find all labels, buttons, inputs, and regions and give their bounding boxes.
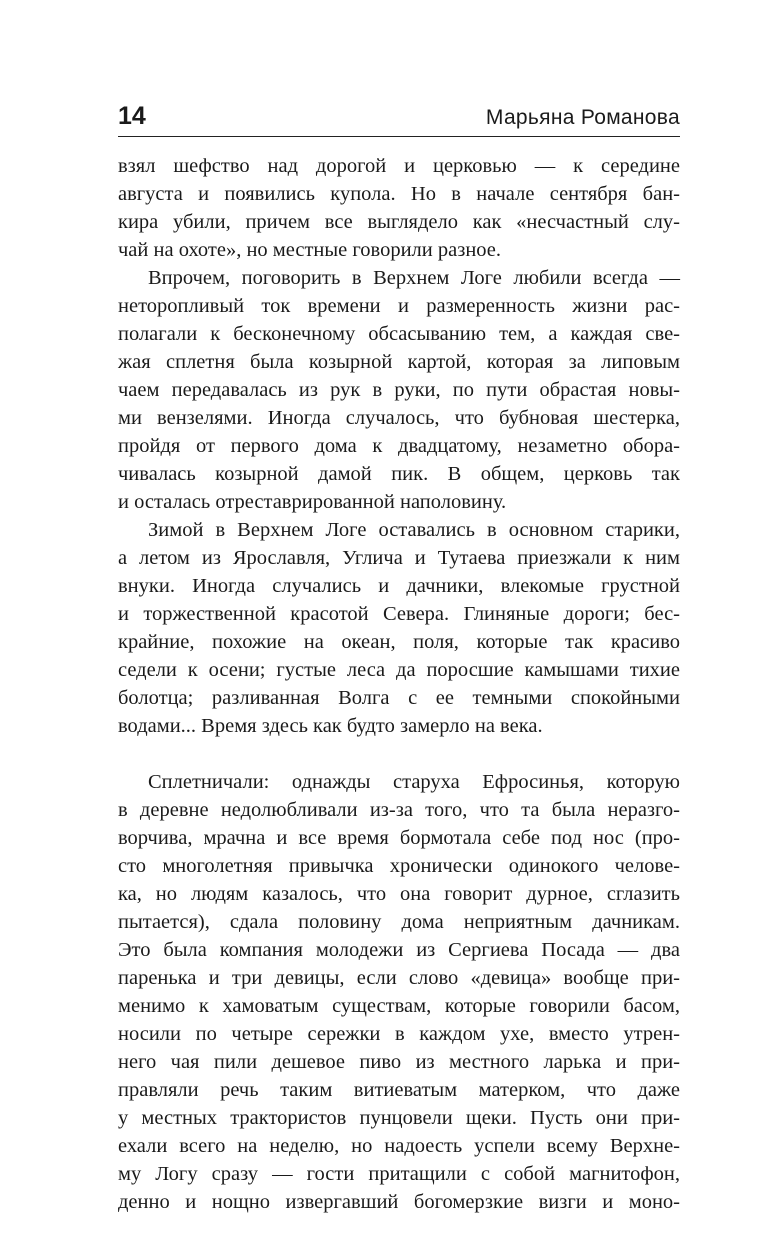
text-line: в деревне недолюбливали из-за того, что та была неразго- (118, 799, 680, 821)
text-line: ми вензелями. Иногда случалось, что бубновая шестерка, (118, 407, 680, 429)
text-line: неторопливый ток времени и размеренность жизни рас- (118, 295, 680, 317)
paragraph-2 (118, 264, 680, 516)
text-line: Сплетничали: однажды старуха Ефросинья, которую (148, 771, 680, 793)
text-line: чай на охоте», но местные говорили разное. (118, 239, 502, 261)
text-line: взял шефство над дорогой и церковью — к середине (118, 155, 680, 177)
text-line: августа и появились купола. Но в начале сентября бан- (118, 183, 680, 205)
text-line: правляли речь таким витиеватым матерком, что даже (118, 1079, 680, 1101)
page-header (118, 100, 680, 134)
section-break (118, 740, 680, 768)
text-line: водами... Время здесь как будто замерло на века. (118, 715, 543, 737)
body-text (118, 152, 680, 1216)
text-line: ехали всего на неделю, но надоесть успели всему Верхне- (118, 1135, 680, 1157)
page-number: 14 (118, 102, 146, 130)
text-line: жая сплетня была козырной картой, которая за липовым (118, 351, 680, 373)
text-line: менимо к хамоватым существам, которые говорили басом, (118, 995, 680, 1017)
text-line: внуки. Иногда случались и дачники, влекомые грустной (118, 575, 680, 597)
text-line: него чая пили дешевое пиво из местного ларька и при- (118, 1051, 680, 1073)
text-line: пытается), сдала половину дома неприятным дачникам. (118, 911, 680, 933)
text-line: ка, но людям казалось, что она говорит дурное, сглазить (118, 883, 680, 905)
text-line: носили по четыре сережки в каждом ухе, вместо утрен- (118, 1023, 680, 1045)
running-title: Марьяна Романова (485, 106, 680, 129)
paragraph-1 (118, 152, 680, 264)
text-line: болотца; разливанная Волга с ее темными спокойными (118, 687, 680, 709)
text-line: Зимой в Верхнем Логе оставались в основном старики, (148, 519, 680, 541)
text-line: Впрочем, поговорить в Верхнем Логе любили всегда — (148, 267, 680, 289)
text-line: у местных трактористов пунцовели щеки. Пусть они при- (118, 1107, 680, 1129)
text-line: чаем передавалась из рук в руки, по пути обрастая новы- (118, 379, 680, 401)
paragraph-3 (118, 516, 680, 740)
text-line: и осталась отреставрированной наполовину. (118, 491, 507, 513)
text-line: чивалась козырной дамой пик. В общем, церковь так (118, 463, 680, 485)
text-line: а летом из Ярославля, Углича и Тутаева приезжали к ним (118, 547, 680, 569)
text-line: седели к осени; густые леса да поросшие камышами тихие (118, 659, 680, 681)
text-line: сто многолетняя привычка хронически одинокого челове- (118, 855, 680, 877)
text-line: кира убили, причем все выглядело как «несчастный слу- (118, 211, 680, 233)
text-line: му Логу сразу — гости притащили с собой магнитофон, (118, 1163, 680, 1185)
text-line: Это была компания молодежи из Сергиева Посада — два (118, 939, 680, 961)
header-rule (118, 136, 680, 137)
text-line: денно и нощно извергавший богомерзкие визги и моно- (118, 1191, 680, 1213)
text-line: паренька и три девицы, если слово «девица» вообще при- (118, 967, 680, 989)
text-line: полагали к бесконечному обсасыванию тем, а каждая све- (118, 323, 680, 345)
paragraph-4 (118, 768, 680, 1216)
text-line: ворчива, мрачна и все время бормотала себе под нос (про- (118, 827, 680, 849)
text-line: пройдя от первого дома к двадцатому, незаметно обора- (118, 435, 680, 457)
text-line: и торжественной красотой Севера. Глиняные дороги; бес- (118, 603, 680, 625)
text-line: крайние, похожие на океан, поля, которые так красиво (118, 631, 680, 653)
